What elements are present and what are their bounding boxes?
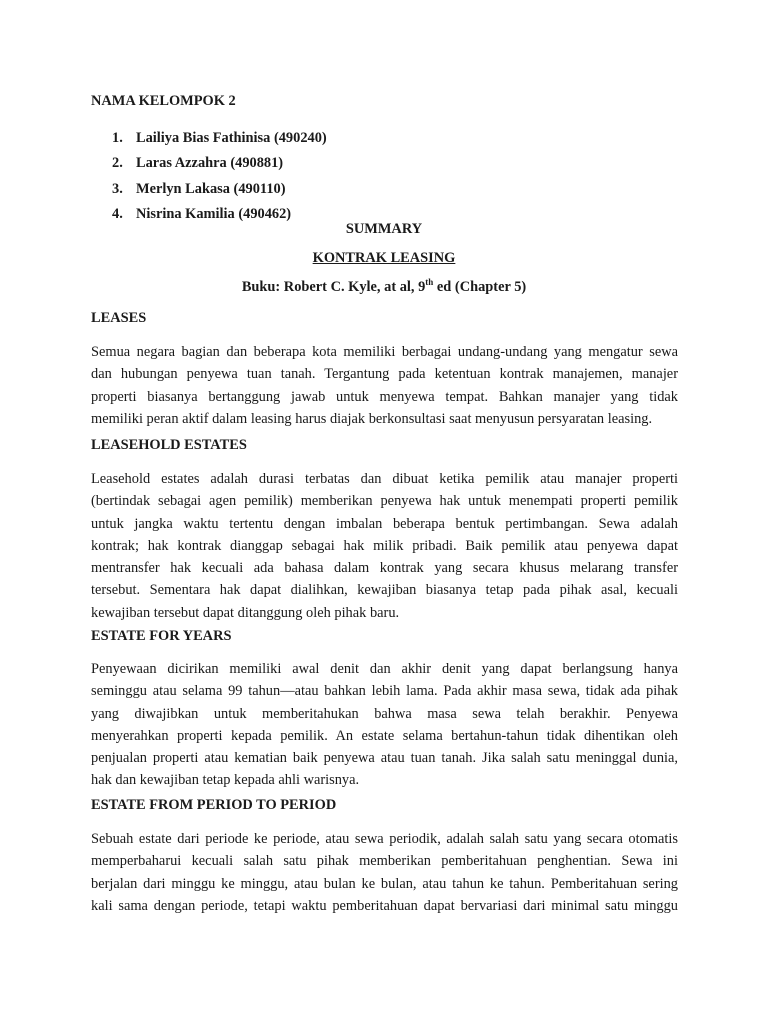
paragraph-line: menyerahkan properti kepada pemilik. An estate selama bertahun-tahun tidak dihentikan oleh: [91, 727, 678, 744]
paragraph-line: seminggu atau selama 99 tahun—atau bahkan lebih lama. Pada akhir masa sewa, tidak ada pihak: [91, 683, 678, 700]
paragraph-line: Semua negara bagian dan beberapa kota memiliki berbagai undang-undang yang mengatur sewa: [91, 344, 678, 360]
paragraph-line: kali sama dengan periode, tetapi waktu pemberitahuan dapat bervariasi dari minimal satu minggu: [91, 897, 678, 914]
list-number: 2.: [112, 155, 123, 172]
member-name: Lailiya Bias Fathinisa (490240): [136, 130, 327, 146]
paragraph-line: kontrak; hak kontrak dianggap sebagai hak milik pribadi. Baik pemilik atau penyewa dapat: [91, 537, 678, 554]
list-item: [112, 180, 327, 205]
paragraph-line: Penyewaan dicirikan memiliki awal denit dan akhir denit yang dapat berlangsung hanya: [91, 661, 678, 677]
section-heading-leasehold-estates: LEASEHOLD ESTATES: [91, 437, 247, 453]
paragraph-line: mentransfer hak kecuali ada bahasa dalam kontrak yang secara khusus melarang transfer: [91, 560, 678, 577]
section-heading-estate-from-period: ESTATE FROM PERIOD TO PERIOD: [91, 797, 337, 813]
section-heading-estate-for-years: ESTATE FOR YEARS: [91, 628, 232, 644]
document-title: [0, 250, 768, 267]
list-item: [112, 154, 327, 179]
book-reference-prefix: Buku: Robert C. Kyle, at al, 9: [241, 279, 426, 295]
paragraph-line: penjualan properti atau kematian baik penyewa atau tuan tanah. Jika salah satu meninggal dunia,: [91, 750, 678, 767]
list-number: 4.: [112, 205, 123, 222]
paragraph-line: berjalan dari minggu ke minggu, atau bulan ke bulan, atau tahun ke tahun. Pemberitahuan sering: [91, 875, 678, 892]
paragraph-line: dan hubungan penyewa tuan tanah. Tergantung pada ketentuan kontrak manajemen, manajer: [91, 366, 678, 383]
paragraph-line: Leasehold estates adalah durasi terbatas dan dibuat ketika pemilik atau manajer properti: [91, 471, 678, 487]
document-title-text: KONTRAK LEASING: [312, 250, 456, 266]
list-number: 1.: [112, 130, 123, 146]
member-list: [112, 129, 327, 230]
group-title: NAMA KELOMPOK 2: [91, 93, 236, 109]
paragraph-line: Sebuah estate dari periode ke periode, atau sewa periodik, adalah salah satu yang secara otomatis: [91, 831, 678, 847]
list-item: [112, 129, 327, 154]
section-heading-leases: LEASES: [91, 310, 147, 326]
summary-label: SUMMARY: [345, 221, 423, 237]
member-name: Merlyn Lakasa (490110): [136, 180, 286, 197]
book-reference-sup: th: [425, 277, 434, 288]
book-reference: [0, 279, 768, 296]
paragraph-line: properti biasanya bertanggung jawab untuk menyewa tempat. Bahkan manajer yang tidak: [91, 388, 678, 405]
paragraph-line: untuk jangka waktu tertentu dengan imbalan beberapa bentuk pertimbangan. Sewa adalah: [91, 515, 678, 532]
paragraph-line: yang diwajibkan untuk memberitahukan bahwa masa sewa telah berakhir. Penyewa: [91, 705, 678, 722]
book-reference-suffix: ed (Chapter 5): [433, 279, 527, 295]
paragraph-line: memperbaharui kecuali salah satu pihak memberikan pemberitahuan penghentian. Sewa ini: [91, 853, 678, 870]
section-paragraph-estate-from-period: [91, 829, 678, 918]
section-paragraph-leases: [91, 342, 678, 431]
section-paragraph-estate-for-years: [91, 659, 678, 793]
member-name: Nisrina Kamilia (490462): [136, 205, 292, 222]
paragraph-line: (bertindak sebagai agen pemilik) memberikan penyewa hak untuk menempati properti pemilik: [91, 493, 678, 510]
paragraph-line: tersebut. Sementara hak dapat dialihkan, kewajiban biasanya tetap pada pihak asal, kecuali: [91, 582, 678, 599]
member-name: Laras Azzahra (490881): [136, 155, 284, 172]
paragraph-line: memiliki peran aktif dalam leasing harus diajak berkonsultasi saat menyusun persyaratan leasing.: [91, 410, 653, 427]
section-paragraph-leasehold-estates: [91, 469, 678, 625]
paragraph-line: kewajiban tersebut dapat ditanggung oleh pihak baru.: [91, 604, 400, 621]
paragraph-line: hak dan kewajiban tetap kepada ahli warisnya.: [91, 772, 360, 789]
list-number: 3.: [112, 180, 123, 197]
